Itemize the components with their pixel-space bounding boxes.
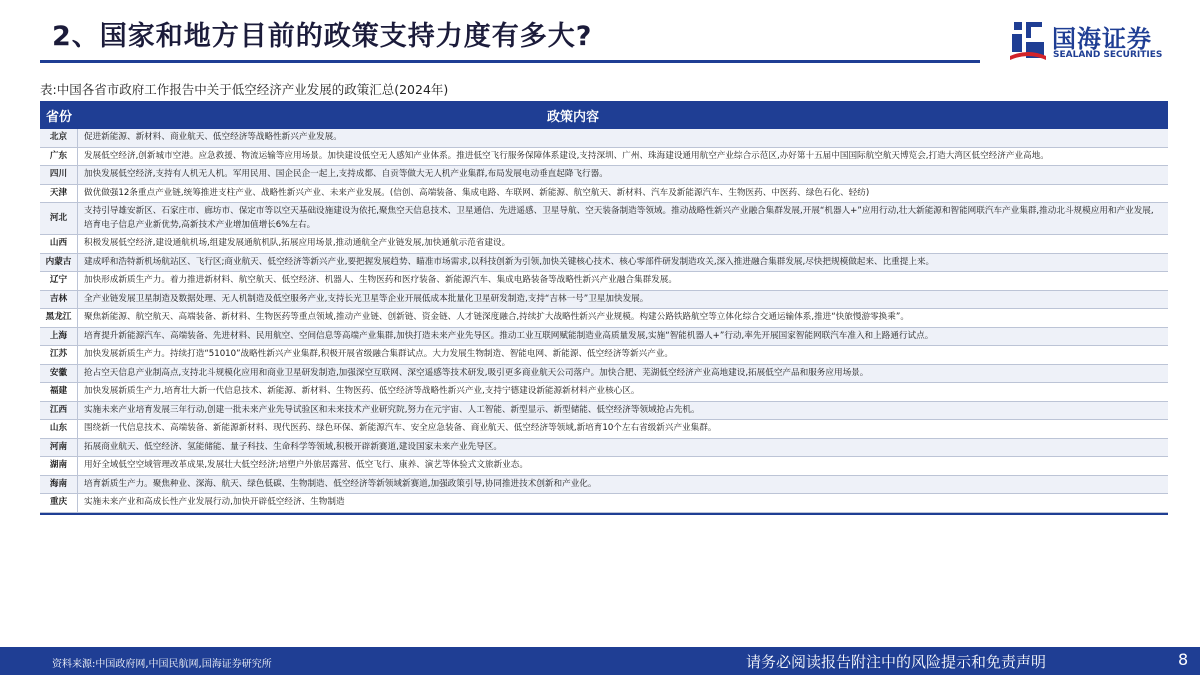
row-province: 江西 (40, 402, 78, 420)
table-row (40, 494, 1168, 513)
table-body (40, 129, 1168, 515)
table-row (40, 129, 1168, 148)
table-row (40, 365, 1168, 384)
row-content: 全产业链发展卫星制造及数据处理、无人机制造及低空服务产业,支持长光卫星等企业开展低成本批量化卫星研发制造,支持“吉林一号”卫星加快发展。 (84, 293, 649, 304)
table-row (40, 148, 1168, 167)
row-content: 加快发展低空经济,支持有人机无人机。军用民用、国企民企一起上,支持成都、自贡等做大无人机产业集群,布局发展电动垂直起降飞行器。 (84, 169, 608, 179)
table-row (40, 457, 1168, 476)
row-content: 围绕新一代信息技术、高端装备、新能源新材料、现代医药、绿色环保、新能源汽车、安全应急装备、商业航天、低空经济等领域,新培育10个左右省级新兴产业集群。 (84, 423, 717, 433)
page-title: 2、国家和地方目前的政策支持力度有多大? (52, 21, 593, 52)
row-province: 山西 (40, 235, 78, 253)
row-province: 安徽 (40, 365, 78, 383)
row-content: 加快发展新质生产力。持续打造“51010”战略性新兴产业集群,积极开展省级融合集群试点。大力发展生物制造、智能电网、新能源、低空经济等新兴产业。 (84, 349, 673, 359)
table-row (40, 235, 1168, 254)
row-content: 实施未来产业培育发展三年行动,创建一批未来产业先导试验区和未来技术产业研究院,努力在元宇宙、人工智能、新型显示、新型储能、低空经济等领域抢占先机。 (84, 404, 700, 415)
row-content: 积极发展低空经济,建设通航机场,组建发展通航机队,拓展应用场景,推动通航全产业链发展,加快通航示范省建设。 (84, 238, 511, 248)
row-content: 加快形成新质生产力。着力推进新材料、航空航天、低空经济、机器人、生物医药和医疗装备、新能源汽车、集成电路装备等战略性新兴产业融合集群发展。 (84, 275, 677, 285)
policy-table (40, 101, 1168, 515)
table-row (40, 185, 1168, 204)
row-content: 加快发展新质生产力,培育壮大新一代信息技术、新能源、新材料、生物医药、低空经济等战略性新兴产业,支持宁德建设新能源新材料产业核心区。 (84, 386, 640, 396)
table-row (40, 291, 1168, 310)
header-content: 政策内容 (546, 109, 599, 125)
header-province: 省份 (45, 109, 72, 125)
row-province: 内蒙古 (40, 254, 78, 272)
page-number: 8 (1178, 650, 1189, 669)
sealand-logo-icon (1008, 18, 1048, 62)
row-content: 培育新质生产力。聚焦种业、深海、航天、绿色低碳、生物制造、低空经济等新领域新赛道,加强政策引导,协同推进技术创新和产业化。 (84, 478, 597, 489)
logo-chinese-name: 国海证券 (1052, 25, 1152, 53)
footer-disclaimer: 请务必阅读报告附注中的风险提示和免责声明 (746, 653, 1047, 671)
table-row (40, 203, 1168, 235)
title-divider (40, 60, 980, 63)
row-province: 广东 (40, 148, 78, 166)
table-row (40, 476, 1168, 495)
row-province: 福建 (40, 383, 78, 401)
table-row (40, 166, 1168, 185)
table-row (40, 328, 1168, 347)
table-row (40, 402, 1168, 421)
table-row (40, 439, 1168, 458)
logo-english-name: SEALAND SECURITIES (1053, 50, 1163, 60)
row-province: 天津 (40, 185, 78, 203)
row-content: 用好全域低空空域管理改革成果,发展壮大低空经济;培塑户外旅居露营、低空飞行、康养、演艺等体验式文旅新业态。 (84, 460, 528, 470)
row-province: 河北 (40, 203, 78, 234)
row-content: 培育提升新能源汽车、高端装备、先进材料、民用航空、空间信息等高端产业集群,加快打造未来产业先导区。推动工业互联网赋能制造业高质量发展,实施“智能机器人+”行动,率先开展国家智能网联汽车准入和上路通行试点。 (84, 330, 934, 341)
table-row (40, 346, 1168, 365)
table-header (40, 101, 1168, 129)
row-province: 辽宁 (40, 272, 78, 290)
row-content: 抢占空天信息产业制高点,支持北斗规模化应用和商业卫星研发制造,加强深空互联网、深空遥感等技术研发,吸引更多商业航天公司落户。加快合肥、芜湖低空经济产业高地建设,拓展低空产品和服务应用场景。 (84, 367, 869, 378)
company-logo (1008, 18, 1178, 66)
table-row (40, 272, 1168, 291)
row-content: 发展低空经济,创新城市空港。应急救援、物流运输等应用场景。加快建设低空无人感知产业体系。推进低空飞行服务保障体系建设,支持深圳、广州、珠海建设通用航空产业综合示范区,办好第十五届中国国际航空航天博览会,打造大湾区低空经济产业高地。 (84, 150, 1049, 161)
row-content: 做优做强12条重点产业链,统筹推进支柱产业、战略性新兴产业、未来产业发展。(信创、高端装备、集成电路、车联网、新能源、航空航天、新材料、汽车及新能源汽车、生物医药、中医药、绿色石化、轻纺) (84, 187, 870, 198)
row-content: 聚焦新能源、航空航天、高端装备、新材料、生物医药等重点领域,推动产业链、创新链、资金链、人才链深度融合,持续扩大战略性新兴产业规模。构建公路铁路航空等立体化综合交通运输体系,推进“快旅慢游零换乘”。 (84, 312, 909, 322)
row-province: 重庆 (40, 494, 78, 512)
table-row (40, 383, 1168, 402)
table-row (40, 254, 1168, 273)
row-content: 促进新能源、新材料、商业航天、低空经济等战略性新兴产业发展。 (84, 132, 342, 142)
row-content: 支持引导雄安新区、石家庄市、廊坊市、保定市等以空天基础设施建设为依托,聚焦空天信息技术、卫星通信、先进遥感、卫星导航、空天装备制造等领域。推动战略性新兴产业融合集群发展,开展“机器人+”应用行动,壮大新能源和智能网联汽车产业集群,推动北斗规模应用和产业发展,培育电子信息产业新优势,高新技术产业增加值增长6%左右。 (84, 206, 1154, 230)
table-caption: 表:中国各省市政府工作报告中关于低空经济产业发展的政策汇总(2024年) (40, 82, 449, 97)
row-content: 拓展商业航天、低空经济、氢能储能、量子科技、生命科学等领域,积极开辟新赛道,建设国家未来产业先导区。 (84, 441, 502, 452)
row-content: 实施未来产业和高成长性产业发展行动,加快开辟低空经济、生物制造 (84, 497, 345, 507)
row-province: 河南 (40, 439, 78, 457)
row-province: 海南 (40, 476, 78, 494)
table-row (40, 420, 1168, 439)
row-province: 湖南 (40, 457, 78, 475)
row-province: 江苏 (40, 346, 78, 364)
row-province: 北京 (40, 129, 78, 147)
row-province: 山东 (40, 420, 78, 438)
row-province: 黑龙江 (40, 309, 78, 327)
row-province: 四川 (40, 166, 78, 184)
row-province: 吉林 (40, 291, 78, 309)
footer-source: 资料来源:中国政府网,中国民航网,国海证券研究所 (52, 659, 272, 670)
row-province: 上海 (40, 328, 78, 346)
row-content: 建成呼和浩特新机场航站区、飞行区;商业航天、低空经济等新兴产业,要把握发展趋势、瞄准市场需求,以科技创新为引领,加快关键核心技术、核心零部件研发制造攻关,深入推进融合集群发展,尽快把规模做起来、比重提上来。 (84, 256, 935, 267)
table-row (40, 309, 1168, 328)
